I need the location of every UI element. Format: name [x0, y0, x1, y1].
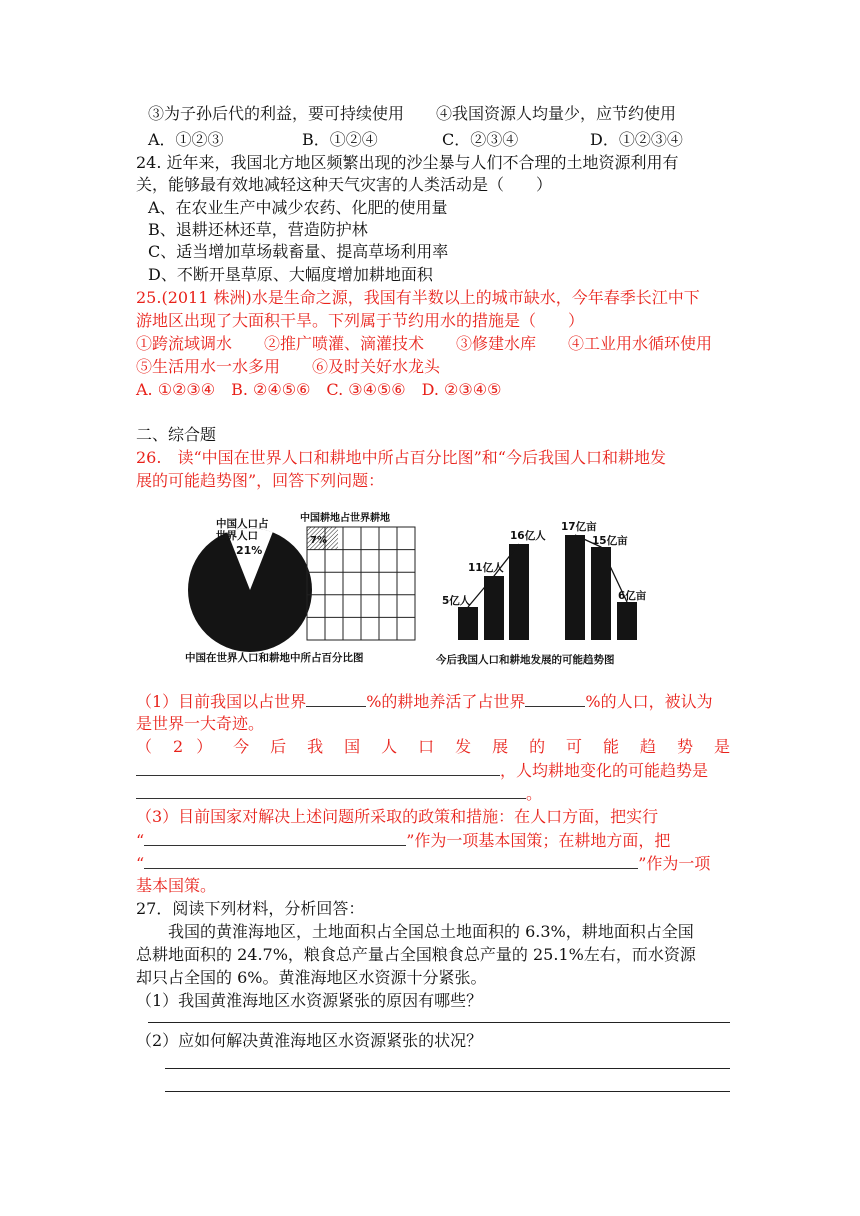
q26-sub1-line2: 是世界一大奇迹。 — [136, 714, 265, 733]
bar-pop-2 — [484, 576, 504, 640]
q24-option-b: B、退耕还林还草，营造防护林 — [148, 220, 368, 239]
q27-sub2: （2）应如何解决黄淮海地区水资源紧张的状况？ — [136, 1031, 483, 1050]
answer-line-1[interactable] — [148, 1022, 730, 1023]
q25-options: A. ①②③④ B. ②④⑤⑥ C. ③④⑤⑥ D. ②③④⑤ — [136, 380, 502, 399]
answer-line-3[interactable] — [165, 1091, 730, 1092]
q26-sub2-b: ，人均耕地变化的可能趋势是 — [500, 761, 709, 780]
q26-figure — [180, 505, 700, 675]
q26-sub3-line1: （3）目前国家对解决上述问题所采取的政策和措施：在人口方面，把实行 — [136, 807, 659, 826]
q23-line: ③为子孙后代的利益，要可持续使用 ④我国资源人均量少，应节约使用 — [148, 104, 677, 123]
q26-stem-2: 展的可能趋势图”，回答下列问题： — [136, 471, 385, 490]
grid-title: 中国耕地占世界耕地 — [300, 513, 390, 524]
grid-highlight-label: 7% — [310, 535, 327, 546]
q26-sub3-quote-open-2: “ — [136, 854, 145, 873]
bar-pop-3 — [509, 544, 529, 640]
q26-sub1-a: （1）目前我国以占世界 — [136, 692, 307, 711]
blank-population-policy[interactable] — [144, 829, 406, 846]
q26-sub2-line1: （ 2 ） 今 后 我 国 人 口 发 展 的 可 能 趋 势 是 — [136, 737, 730, 756]
blank-farmland-policy[interactable] — [144, 852, 638, 869]
bar-land-1 — [565, 535, 585, 640]
pie-title-line1: 中国人口占 — [216, 518, 269, 530]
bar-pop-label-3: 16亿人 — [510, 530, 546, 542]
q26-sub3-line2 — [136, 829, 670, 852]
q23-option-d: D．①②③④ — [590, 130, 683, 149]
q23-option-b: B．①②④ — [302, 130, 378, 149]
blank-population-percent[interactable] — [525, 690, 585, 707]
q23-option-a: A．①②③ — [148, 130, 224, 149]
q26-sub3-b: ”作为一项基本国策；在耕地方面，把 — [406, 831, 671, 850]
q26-sub3-quote-open: “ — [136, 831, 145, 850]
bar-pop-label-1: 5亿人 — [442, 595, 471, 607]
section-title: 二、综合题 — [136, 425, 217, 444]
q24-stem-2: 关，能够最有效地减轻这种天气灾害的人类活动是（ ） — [136, 175, 553, 194]
q24-option-a: A、在农业生产中减少农药、化肥的使用量 — [148, 198, 448, 217]
blank-population-trend[interactable] — [136, 759, 500, 776]
figure-caption-right: 今后我国人口和耕地发展的可能趋势图 — [436, 654, 615, 666]
bar-land-label-3: 6亿亩 — [618, 590, 647, 602]
q26-sub2-line2 — [136, 759, 708, 782]
q27-stem: 27．阅读下列材料，分析回答： — [136, 899, 365, 918]
q27-para-3: 却只占全国的 6%。黄淮海地区水资源十分紧张。 — [136, 968, 487, 987]
q26-sub3-d: ”作为一项 — [638, 854, 711, 873]
q24-option-d: D、不断开垦草原、大幅度增加耕地面积 — [148, 265, 433, 284]
q24-stem-1: 24. 近年来，我国北方地区频繁出现的沙尘暴与人们不合理的土地资源利用有 — [136, 153, 679, 172]
q26-sub2-line3 — [136, 782, 542, 805]
bar-land-label-1: 17亿亩 — [561, 521, 597, 533]
q26-sub3-line4: 基本国策。 — [136, 876, 217, 895]
figure-caption-left: 中国在世界人口和耕地中所占百分比图 — [185, 652, 364, 664]
q25-stem-2: 游地区出现了大面积干旱。下列属于节约用水的措施是（ ） — [136, 311, 585, 330]
q27-sub1: （1）我国黄淮海地区水资源紧张的原因有哪些？ — [136, 991, 483, 1010]
blank-farmland-trend[interactable] — [136, 782, 526, 799]
q23-option-c: C．②③④ — [442, 130, 519, 149]
q26-sub3-line3 — [136, 852, 710, 875]
q26-sub1 — [136, 690, 713, 713]
trend-bar-chart — [442, 520, 647, 640]
pie-slice-label: 21% — [236, 544, 263, 557]
q24-option-c: C、适当增加草场载畜量、提高草场利用率 — [148, 242, 449, 261]
q26-sub2-end: 。 — [526, 784, 543, 803]
q25-items-2: ⑤生活用水一水多用 ⑥及时关好水龙头 — [136, 357, 441, 376]
q27-para-1: 我国的黄淮海地区，土地面积占全国总土地面积的 6.3%，耕地面积占全国 — [168, 922, 694, 941]
bar-land-3 — [617, 602, 637, 640]
bar-land-label-2: 15亿亩 — [592, 535, 628, 547]
q26-stem-1: 26. 读“中国在世界人口和耕地中所占百分比图”和“今后我国人口和耕地发 — [136, 448, 666, 467]
pie-title-line2: 世界人口 — [216, 530, 258, 542]
q27-para-2: 总耕地面积的 24.7%，粮食总产量占全国粮食总产量的 25.1%左右，而水资源 — [136, 945, 696, 964]
q25-items-1: ①跨流域调水 ②推广喷灌、滴灌技术 ③修建水库 ④工业用水循环使用 — [136, 334, 713, 353]
blank-farmland-percent[interactable] — [306, 690, 366, 707]
q26-sub1-b: %的耕地养活了占世界 — [366, 692, 526, 711]
q26-sub1-c: %的人口，被认为 — [585, 692, 713, 711]
farmland-grid-chart — [300, 511, 415, 640]
q25-stem-1: 25.(2011 株洲)水是生命之源，我国有半数以上的城市缺水，今年春季长江中下 — [136, 288, 700, 307]
bar-pop-label-2: 11亿人 — [468, 562, 504, 574]
bar-pop-1 — [458, 607, 478, 640]
answer-line-2[interactable] — [165, 1068, 730, 1069]
population-pie-chart — [188, 517, 312, 652]
